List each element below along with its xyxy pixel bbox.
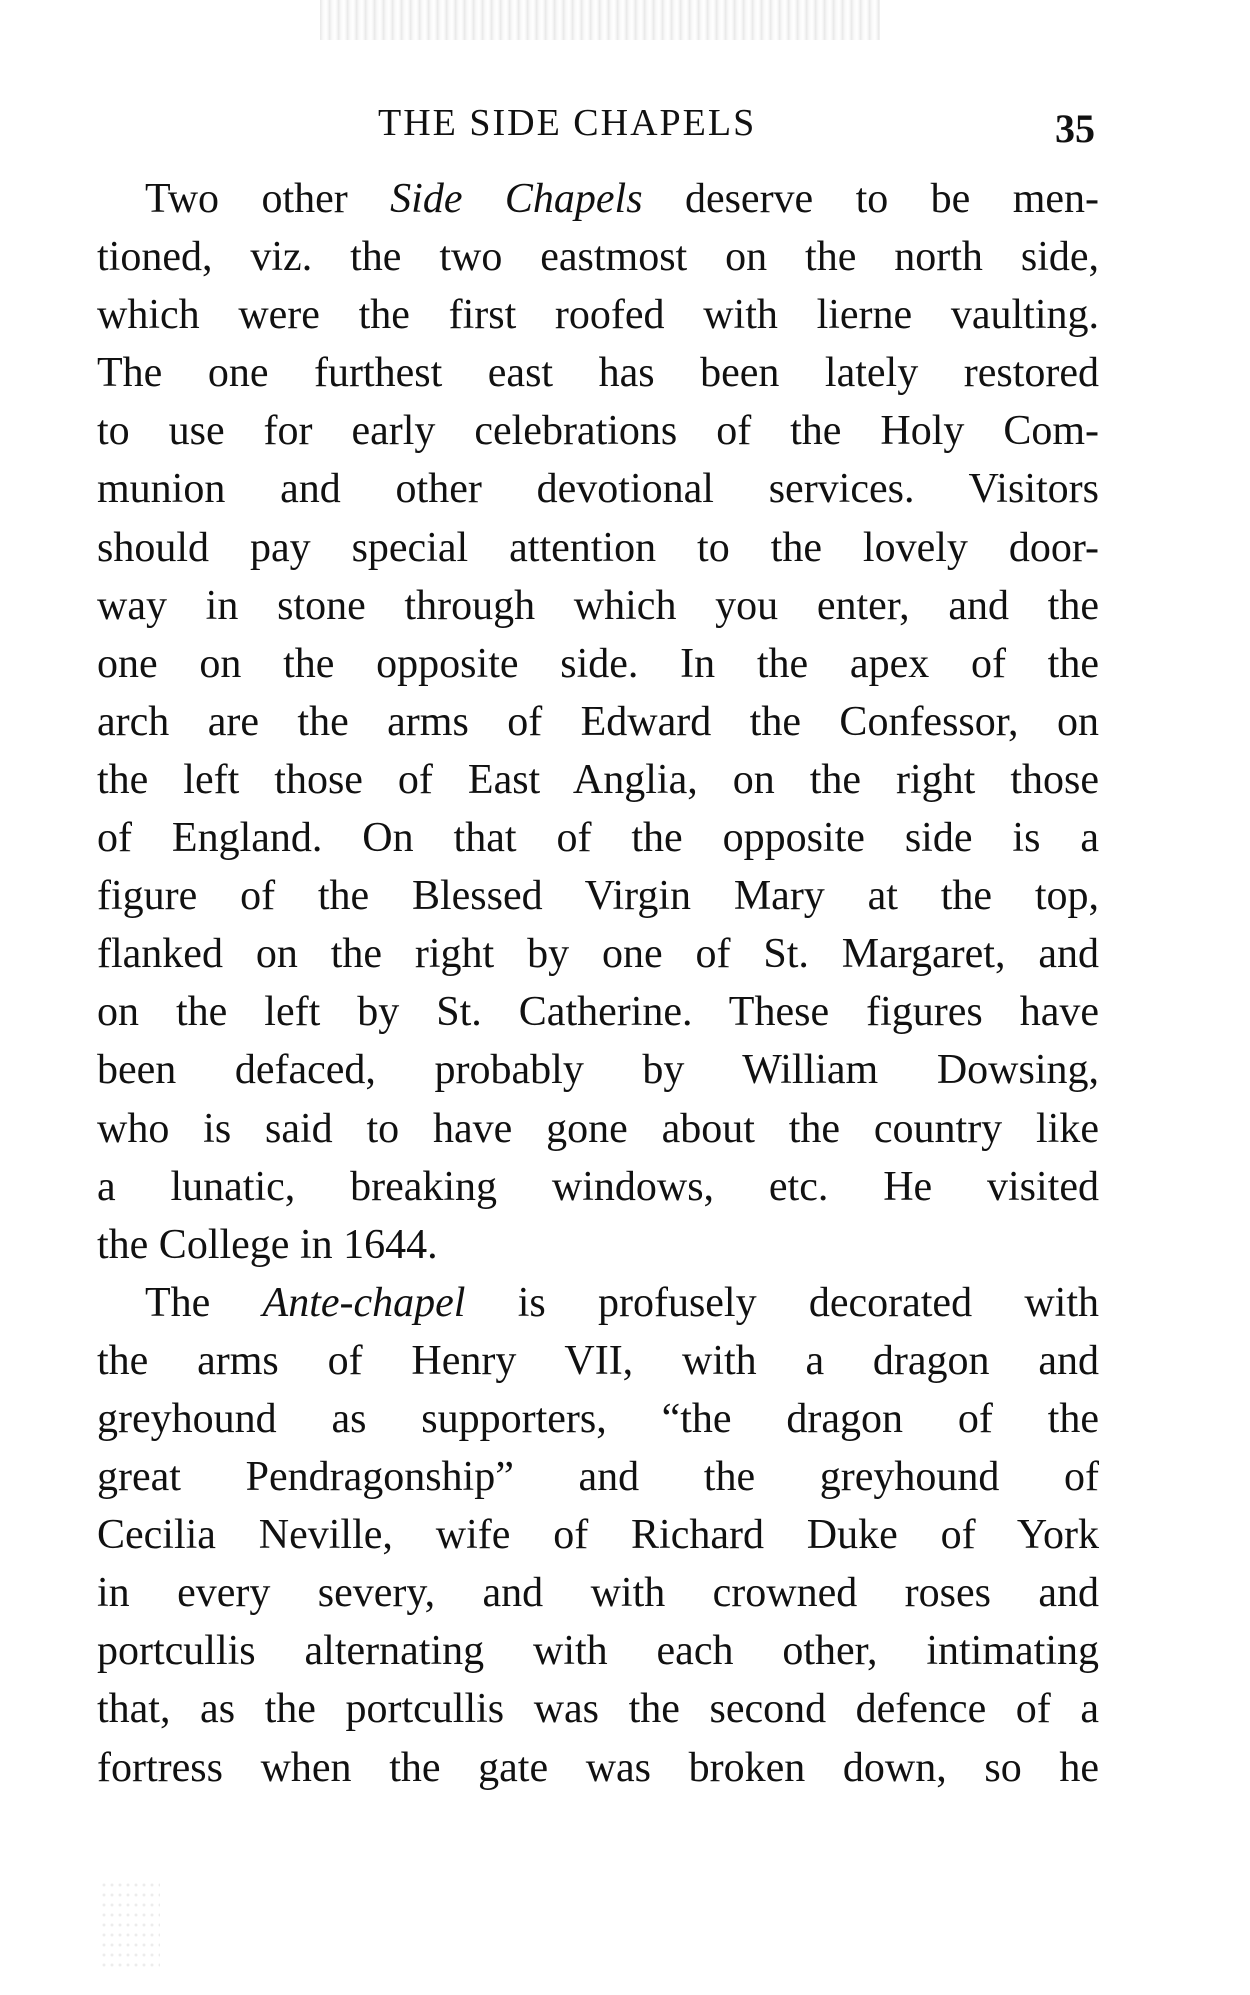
text-line: The one furthest east has been lately restored — [97, 350, 1099, 397]
italic-term: Ante-chapel — [262, 1279, 466, 1326]
text-line: the College in 1644. — [97, 1221, 438, 1268]
text-line: fortress when the gate was broken down, so he — [97, 1744, 1099, 1791]
text-line: greyhound as supporters, “the dragon of the — [97, 1395, 1099, 1442]
text-line: of England. On that of the opposite side is a — [97, 815, 1099, 862]
text-line: tioned, viz. the two eastmost on the north side, — [97, 234, 1099, 281]
text-line: munion and other devotional services. Visitors — [97, 466, 1099, 513]
text-line: The Ante-chapel is profusely decorated with — [145, 1279, 1099, 1326]
text-line: to use for early celebrations of the Holy Com- — [97, 408, 1099, 455]
running-header — [0, 98, 1250, 158]
text-line: the left those of East Anglia, on the right those — [97, 756, 1099, 803]
text-line: on the left by St. Catherine. These figures have — [97, 989, 1099, 1036]
scan-artifact-top — [320, 0, 880, 40]
text-line: a lunatic, breaking windows, etc. He visited — [97, 1163, 1099, 1210]
text-line: which were the first roofed with lierne vaulting. — [97, 292, 1099, 339]
text-line: that, as the portcullis was the second defence of a — [97, 1686, 1099, 1733]
scan-artifact-bottom — [100, 1880, 160, 1970]
text-line: flanked on the right by one of St. Margaret, and — [97, 931, 1099, 978]
text-line: one on the opposite side. In the apex of the — [97, 640, 1099, 687]
text-line: who is said to have gone about the country like — [97, 1105, 1099, 1152]
text-line: portcullis alternating with each other, intimating — [97, 1628, 1099, 1675]
text-line: way in stone through which you enter, and the — [97, 582, 1099, 629]
running-title: THE SIDE CHAPELS — [378, 102, 757, 144]
text-line: arch are the arms of Edward the Confessor, on — [97, 698, 1099, 745]
text-line: figure of the Blessed Virgin Mary at the top, — [97, 873, 1099, 920]
text-line: Cecilia Neville, wife of Richard Duke of York — [97, 1512, 1099, 1559]
body-text — [97, 170, 1099, 1797]
text-line: great Pendragonship” and the greyhound of — [97, 1454, 1099, 1501]
page-number: 35 — [1055, 106, 1095, 151]
text-line: the arms of Henry VII, with a dragon and — [97, 1337, 1099, 1384]
text-line: Two other Side Chapels deserve to be men- — [145, 176, 1099, 222]
text-line: should pay special attention to the lovely door- — [97, 524, 1099, 571]
text-line: in every severy, and with crowned roses and — [97, 1570, 1099, 1617]
text-line: been defaced, probably by William Dowsing, — [97, 1047, 1099, 1094]
italic-term: Side Chapels — [390, 176, 643, 222]
